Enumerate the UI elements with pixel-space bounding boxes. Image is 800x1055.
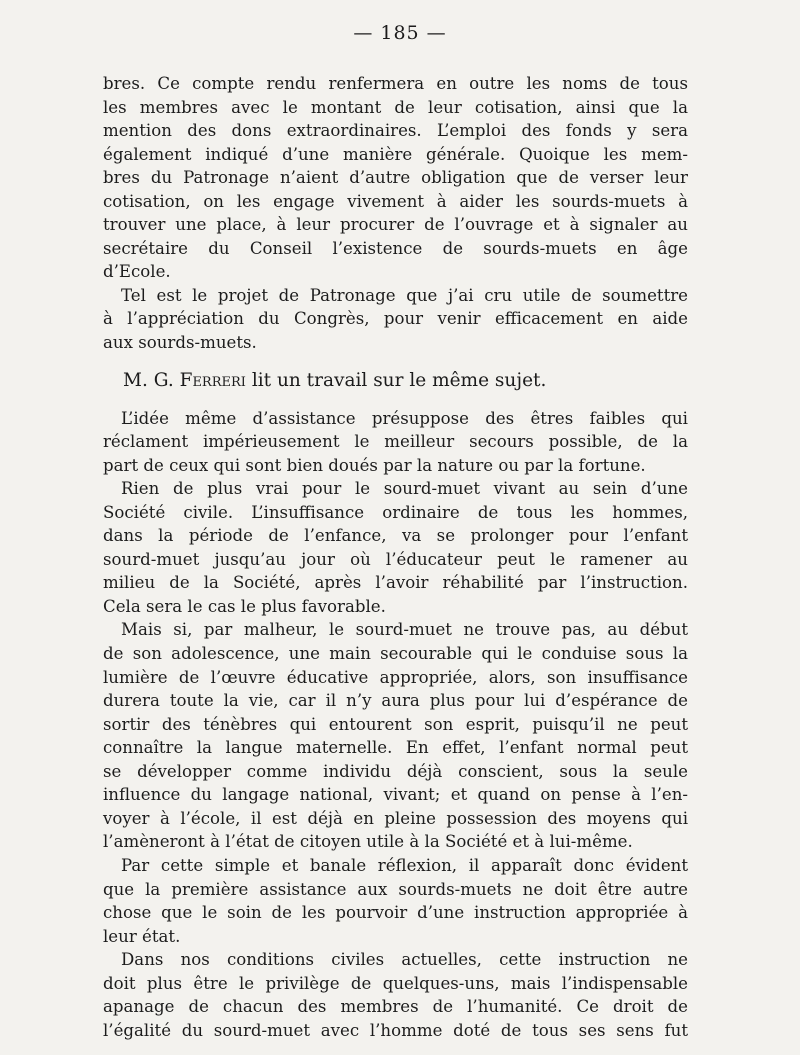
text-line: dans la période de l’enfance, va se prolonger pour l’enfant: [103, 526, 688, 546]
text-line: Mais si, par malheur, le sourd-muet ne trouve pas, au début: [121, 620, 688, 640]
text-line: durera toute la vie, car il n’y aura plus pour lui d’espérance de: [103, 691, 688, 711]
text-line: Société civile. L’insuffisance ordinaire de tous les hommes,: [103, 502, 688, 522]
text-line: influence du langage national, vivant; et quand on pense à l’en-: [103, 785, 688, 805]
speaker-name: Ferreri: [179, 369, 246, 391]
text-line: réclament impérieusement le meilleur secours possible, de la: [103, 432, 688, 452]
text-line: chose que le soin de les pourvoir d’une instruction appropriée à: [103, 903, 688, 923]
text-line: apanage de chacun des membres de l’humanité. Ce droit de: [103, 997, 688, 1017]
page-number: — 185 —: [353, 22, 447, 44]
text-line: trouver une place, à leur procurer de l’ouvrage et à signaler au: [103, 215, 688, 235]
text-line: milieu de la Société, après l’avoir réhabilité par l’instruction.: [103, 573, 688, 593]
text-line: lumière de l’œuvre éducative appropriée, alors, son insuffisance: [103, 667, 688, 687]
text-line: voyer à l’école, il est déjà en pleine possession des moyens qui: [103, 808, 688, 828]
text-line: que la première assistance aux sourds-muets ne doit être autre: [103, 879, 688, 899]
text-line: part de ceux qui sont bien doués par la nature ou par la fortune.: [103, 455, 646, 475]
text-line: sortir des ténèbres qui entourent son esprit, puisqu’il ne peut: [103, 714, 688, 734]
text-line: à l’appréciation du Congrès, pour venir efficacement en aide: [103, 309, 688, 329]
text-line: se développer comme individu déjà conscient, sous la seule: [103, 761, 688, 781]
text-line: les membres avec le montant de leur cotisation, ainsi que la: [103, 97, 688, 117]
text-line: de son adolescence, une main secourable qui le conduise sous la: [103, 644, 688, 664]
heading-text: lit un travail sur le même sujet.: [251, 369, 547, 391]
text-line: secrétaire du Conseil l’existence de sourds-muets en âge: [103, 238, 688, 258]
text-line: leur état.: [103, 926, 181, 946]
text-line: Rien de plus vrai pour le sourd-muet vivant au sein d’une: [121, 479, 688, 499]
section-heading: [103, 369, 688, 393]
text-line: d’Ecole.: [103, 262, 171, 282]
text-line: Tel est le projet de Patronage que j’ai cru utile de soumettre: [121, 285, 688, 305]
text-line: doit plus être le privilège de quelques-uns, mais l’indispensable: [103, 973, 688, 993]
paragraph: [103, 948, 688, 1042]
text-line: cotisation, on les engage vivement à aider les sourds-muets à: [103, 191, 688, 211]
paragraph: [103, 477, 688, 618]
paragraph: [103, 72, 688, 284]
text-line: mention des dons extraordinaires. L’emploi des fonds y sera: [103, 121, 688, 141]
paragraph: [103, 407, 688, 478]
text-line: sourd-muet jusqu’au jour où l’éducateur peut le ramener au: [103, 549, 688, 569]
text-line: Cela sera le cas le plus favorable.: [103, 596, 386, 616]
text-line: également indiqué d’une manière générale. Quoique les mem-: [103, 144, 688, 164]
paragraph: [103, 854, 688, 948]
paragraph: [103, 284, 688, 355]
text-line: l’égalité du sourd-muet avec l’homme doté de tous ses sens fut: [103, 1020, 688, 1040]
text-line: bres. Ce compte rendu renfermera en outre les noms de tous: [103, 74, 688, 93]
text-line: l’amèneront à l’état de citoyen utile à la Société et à lui-même.: [103, 832, 633, 852]
paragraph: [103, 618, 688, 853]
text-line: bres du Patronage n’aient d’autre obligation que de verser leur: [103, 168, 688, 188]
text-line: L’idée même d’assistance présuppose des êtres faibles qui: [121, 408, 688, 428]
text-line: aux sourds-muets.: [103, 333, 257, 353]
text-line: Dans nos conditions civiles actuelles, cette instruction ne: [121, 950, 688, 970]
text-line: Par cette simple et banale réflexion, il apparaît donc évident: [121, 855, 688, 875]
heading-prefix: M. G.: [123, 369, 174, 391]
text-line: connaître la langue maternelle. En effet, l’enfant normal peut: [103, 738, 688, 758]
page-body: [103, 72, 688, 1042]
